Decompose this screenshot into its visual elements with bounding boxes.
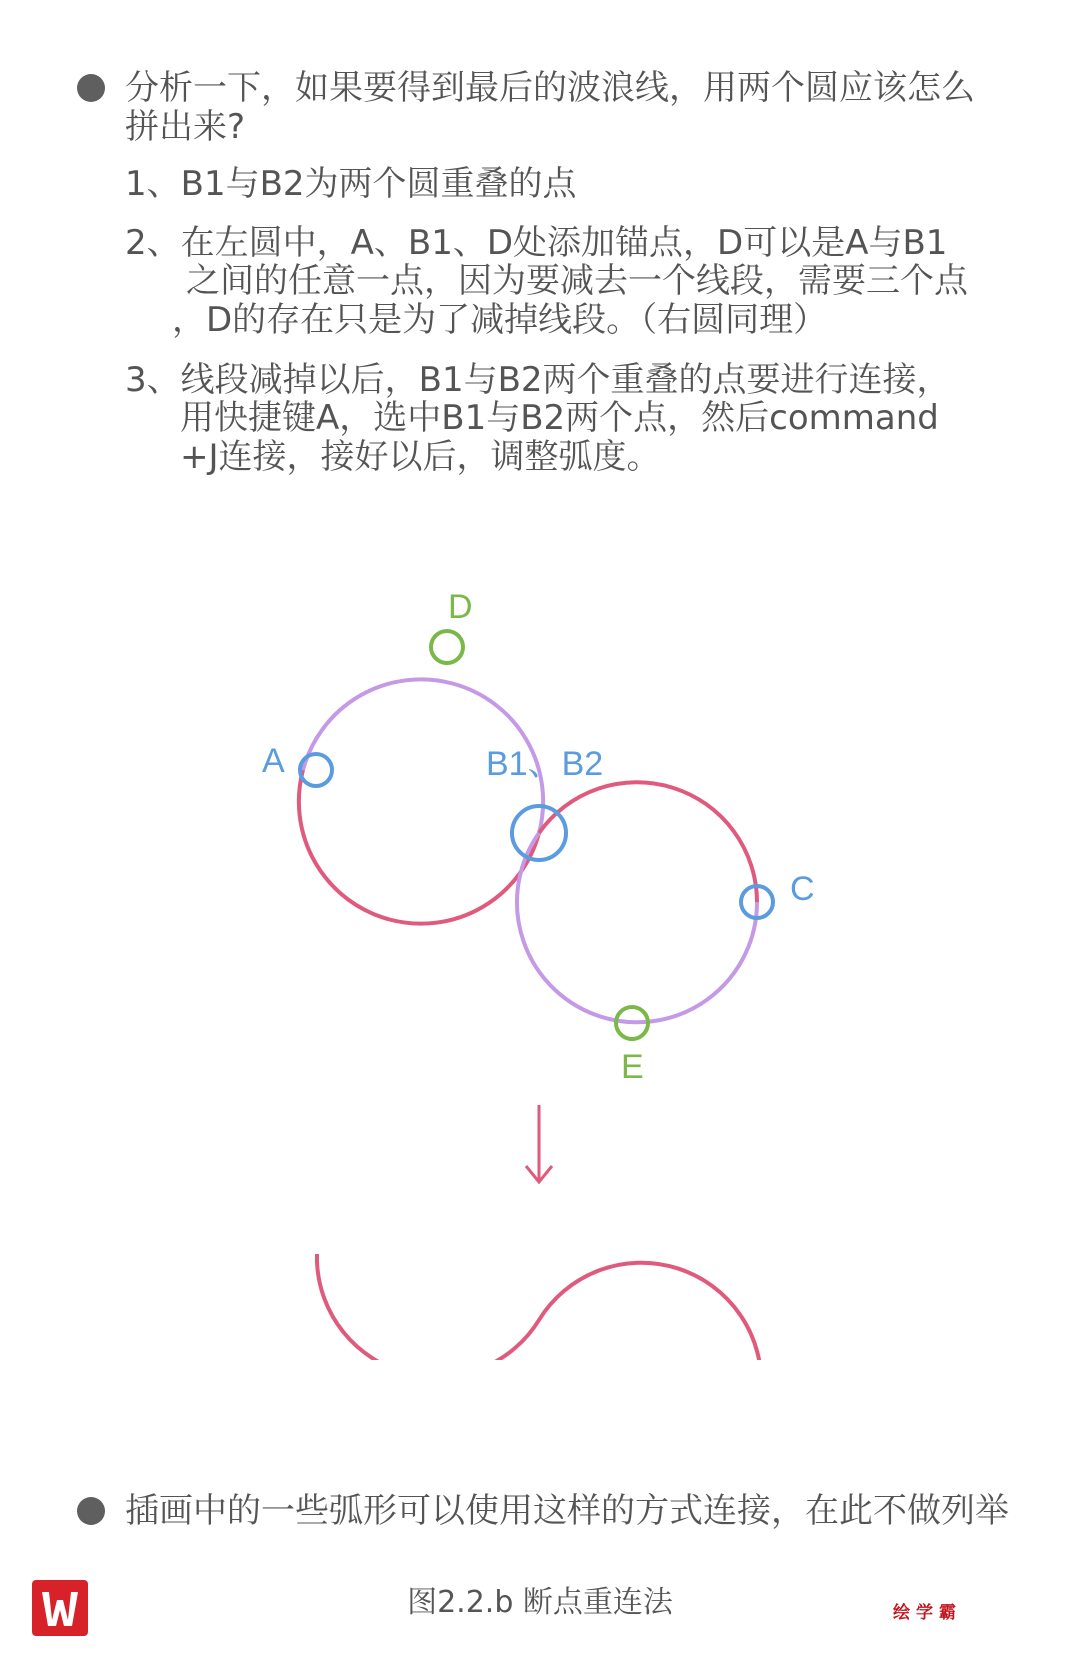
step-3-line-1: 3、线段减掉以后，B1与B2两个重叠的点要进行连接，	[125, 360, 951, 400]
label-e: E	[621, 1048, 644, 1086]
label-a: A	[262, 742, 285, 780]
brand-watermark: 绘学霸	[893, 1603, 962, 1623]
step-3-line-2: 用快捷键A，选中B1与B2两个点，然后command	[180, 398, 939, 438]
down-arrow	[526, 1105, 552, 1182]
step-2-line-2: 之间的任意一点，因为要减去一个线段，需要三个点	[186, 261, 968, 301]
label-c: C	[790, 870, 815, 908]
note-text: 插画中的一些弧形可以使用这样的方式连接，在此不做列举	[125, 1491, 1009, 1531]
result-wave-line	[317, 1254, 761, 1360]
bullet-2	[77, 1497, 105, 1525]
label-b1-b2: B1、B2	[486, 745, 604, 783]
right-circle-removed-arc	[517, 833, 757, 1022]
step-2-line-3: ，D的存在只是为了减掉线段。（右圆同理）	[172, 300, 828, 340]
question-line-1: 分析一下，如果要得到最后的波浪线，用两个圆应该怎么	[125, 68, 975, 108]
step-3-line-3: +J连接，接好以后，调整弧度。	[180, 437, 661, 477]
right-circle-kept-arc	[539, 782, 757, 902]
left-circle-kept-arc	[299, 770, 539, 924]
figure-caption: 图2.2.b 断点重连法	[407, 1585, 673, 1620]
question-line-2: 拼出来?	[125, 107, 246, 147]
circle-diagram	[0, 560, 1080, 1360]
label-d: D	[448, 588, 473, 626]
step-1: 1、B1与B2为两个圆重叠的点	[125, 164, 577, 204]
anchor-point-d	[431, 631, 463, 663]
step-2-line-1: 2、在左圆中，A、B1、D处添加锚点，D可以是A与B1	[125, 223, 948, 263]
bullet-1	[77, 74, 105, 102]
